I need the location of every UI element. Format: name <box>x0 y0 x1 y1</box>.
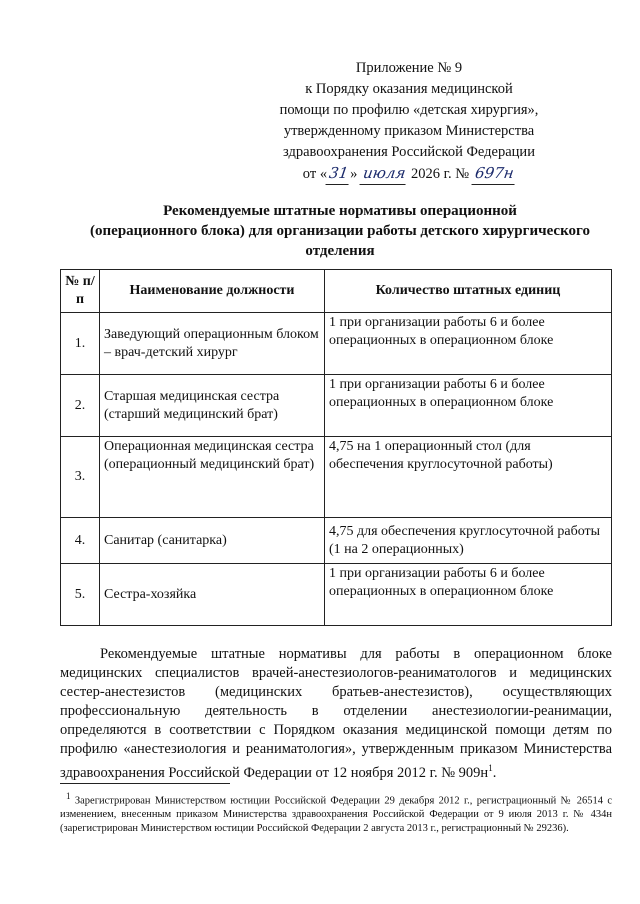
header-quantity: Количество штатных единиц <box>325 270 612 313</box>
row-quantity: 1 при организации работы 6 и более операционных в операционном блоке <box>325 564 612 626</box>
row-position: Заведующий операционным блоком – врач-детский хирург <box>100 313 325 375</box>
footnote-reference: 1 <box>488 763 493 773</box>
row-number: 4. <box>61 518 100 564</box>
table-row <box>61 313 612 375</box>
footnote-mark: 1 <box>66 791 71 801</box>
header-number: № п/п <box>61 270 100 313</box>
row-number: 5. <box>61 564 100 626</box>
appendix-header <box>250 58 568 185</box>
appendix-line: здравоохранения Российской Федерации <box>283 144 535 160</box>
appendix-line: к Порядку оказания медицинской <box>305 81 513 97</box>
footnote <box>60 790 612 835</box>
appendix-line: Приложение № 9 <box>355 60 463 76</box>
date-mid: » <box>350 166 358 182</box>
row-position: Операционная медицинская сестра (операционный медицинский брат) <box>100 437 325 518</box>
title-line: (операционного блока) для организации работы детского хирургического <box>90 223 590 239</box>
row-number: 3. <box>61 437 100 518</box>
table-row <box>61 437 612 518</box>
row-number: 1. <box>61 313 100 375</box>
staffing-table <box>60 269 612 626</box>
row-quantity: 1 при организации работы 6 и более операционных в операционном блоке <box>325 313 612 375</box>
handwritten-order-number: 697н <box>471 163 517 185</box>
appendix-line: помощи по профилю «детская хирургия», <box>279 102 539 118</box>
handwritten-day: 31 <box>326 163 352 185</box>
title-line: отделения <box>305 243 375 259</box>
order-year: 2026 г. № <box>411 166 470 182</box>
document-title <box>60 201 620 261</box>
footnote-text: Зарегистрирован Министерством юстиции Российской Федерации 29 декабря 2012 г., регистрационный № 26514 с изменением, внесенным приказом Министерства здравоохранения Российской Федерации от 9 июля 2013 г. № 434н (зарегистрирован Министерством юстиции Российской Федерации 2 августа 2013 г., регистрационный № 29236). <box>60 795 613 834</box>
row-quantity: 1 при организации работы 6 и более операционных в операционном блоке <box>325 375 612 437</box>
appendix-line: утвержденному приказом Министерства <box>283 123 535 139</box>
row-position: Санитар (санитарка) <box>100 518 325 564</box>
title-line: Рекомендуемые штатные нормативы операционной <box>163 203 517 219</box>
handwritten-month: июля <box>360 163 409 185</box>
row-quantity: 4,75 для обеспечения круглосуточной работы (1 на 2 операционных) <box>325 518 612 564</box>
date-prefix: от « <box>302 166 328 182</box>
footnote-divider <box>60 783 230 784</box>
table-row <box>61 564 612 626</box>
table-row <box>61 518 612 564</box>
table-header-row <box>61 270 612 313</box>
paragraph-text: Рекомендуемые штатные нормативы для работы в операционном блоке медицинских специалистов врачей-анестезиологов-реаниматологов и медицинских сестер-анестезистов (медицинских братьев-анестезистов), осуществляющих профессиональную деятельность в отделении анестезиологии-реанимации, определяются в соответствии с Порядком оказания медицинской помощи детям по профилю «анестезиология и реаниматология», утвержденным приказом Министерства здравоохранения Российской Федерации от 12 ноября 2012 г. № 909н <box>60 646 612 781</box>
header-position: Наименование должности <box>100 270 325 313</box>
row-position: Старшая медицинская сестра (старший медицинский брат) <box>100 375 325 437</box>
table-row <box>61 375 612 437</box>
body-paragraph: Рекомендуемые штатные нормативы для работы в операционном блоке медицинских специалистов врачей-анестезиологов-реаниматологов и медицинских сестер-анестезистов (медицинских братьев-анестезистов), осуществляющих профессиональную деятельность в отделении анестезиологии-реанимации, определяются в соответствии с Порядком оказания медицинской помощи детям по профилю «анестезиология и реаниматология», утвержденным приказом Министерства здравоохранения Российской Федерации от 12 ноября 2012 г. № $909н^1$. <box>60 646 612 781</box>
row-number: 2. <box>61 375 100 437</box>
order-date-line <box>250 163 568 185</box>
row-position: Сестра-хозяйка <box>100 564 325 626</box>
row-quantity: 4,75 на 1 операционный стол (для обеспечения круглосуточной работы) <box>325 437 612 518</box>
